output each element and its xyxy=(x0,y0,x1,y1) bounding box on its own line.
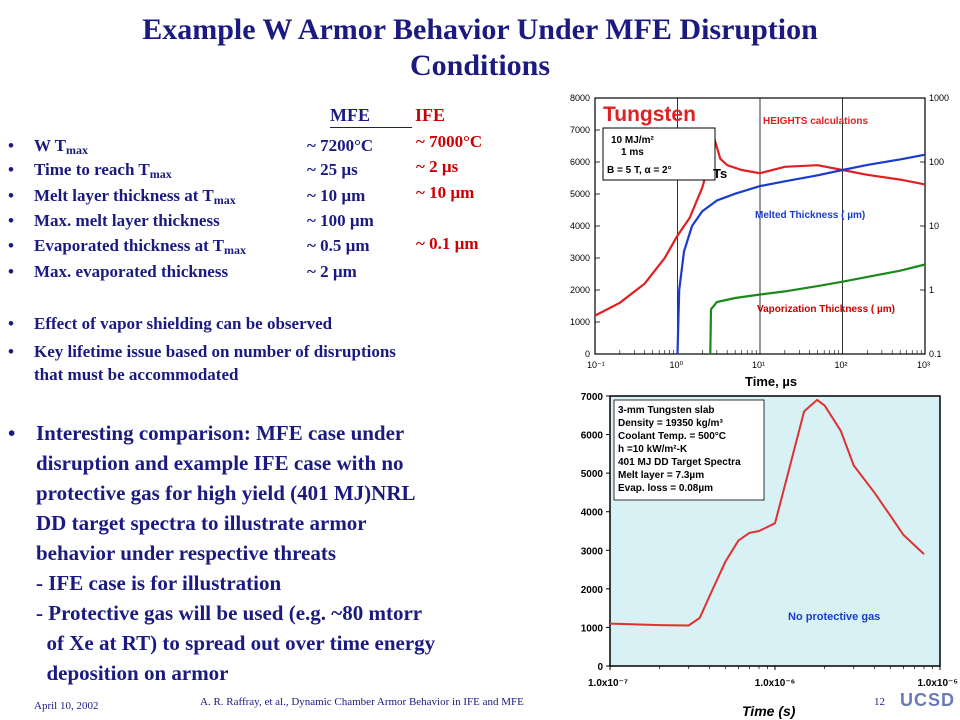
bullet-comparison: • Interesting comparison: MFE case under disruption and example IFE case with no protective gas for high yield (401 MJ)NRL DD target spectra to illustrate armor behavior under respective threats - IFE case is for illustration - Protective gas will be used (e.g. ~80 mtorr of Xe at RT) to spread out over time energy deposition on armor xyxy=(36,418,506,688)
chart1-x-tick-label: 10³ xyxy=(917,360,931,370)
chart1-x-tick-label: 10² xyxy=(834,360,848,370)
comparison-line: behavior under respective threats xyxy=(36,541,337,565)
chart2-legend-line: h =10 kW/m²-K xyxy=(618,444,688,455)
ife-temperature-chart xyxy=(560,390,960,720)
chart2-legend-line: 3-mm Tungsten slab xyxy=(618,405,715,416)
chart2-x-tick-label: 1.0x10⁻⁵ xyxy=(917,678,958,689)
chart1-ts-label: Ts xyxy=(713,166,728,181)
chart2-y-tick-label: 0 xyxy=(597,662,603,673)
ife-value-evaporated: ~ 0.1 µm xyxy=(416,234,479,253)
chart1-condition: B = 5 T, α = 2° xyxy=(607,165,672,176)
chart1-y-tick-label: 4000 xyxy=(569,221,590,231)
chart2-legend-line: Density = 19350 kg/m³ xyxy=(618,418,723,429)
chart1-melted-label: Melted Thickness ( µm) xyxy=(755,210,866,221)
chart1-y-tick-label: 5000 xyxy=(569,189,590,199)
chart1-condition: 1 ms xyxy=(621,147,644,158)
comparison-line: of Xe at RT) to spread out over time energy xyxy=(36,631,436,655)
chart2-xlabel: Time (s) xyxy=(742,703,796,719)
chart2-legend-line: Evap. loss = 0.08µm xyxy=(618,483,713,494)
chart2-y-tick-label: 3000 xyxy=(580,546,603,558)
ife-value-time: ~ 2 µs xyxy=(416,157,459,176)
chart2-annotation: No protective gas xyxy=(788,611,881,623)
chart1-x-tick-label: 10¹ xyxy=(752,360,766,370)
ife-value-tmax: ~ 7000°C xyxy=(416,132,483,151)
row-w-tmax: • W $T_{max}$ ~ 7200°C xyxy=(8,136,374,157)
chart1-y2-tick-label: 100 xyxy=(929,157,945,167)
comparison-line: deposition on armor xyxy=(36,661,229,685)
bullet-vapor-shielding: • Effect of vapor shielding can be observed xyxy=(8,314,333,333)
chart1-note: HEIGHTS calculations xyxy=(763,116,869,127)
row-melt-layer-tmax: • Melt layer thickness at $T_{max}$ ~ 10 µm xyxy=(8,186,366,207)
chart1-y-tick-label: 8000 xyxy=(569,93,590,103)
bullet-lifetime: • Key lifetime issue based on number of disruptions that must be accommodated xyxy=(8,342,396,384)
chart2-x-tick-label: 1.0x10⁻⁷ xyxy=(588,678,628,689)
comparison-line: - IFE case is for illustration xyxy=(36,571,282,595)
chart1-y-tick-label: 0 xyxy=(584,349,590,359)
col-header-underline xyxy=(330,127,412,128)
title-line-1: Example W Armor Behavior Under MFE Disruption xyxy=(142,13,818,46)
chart1-title: Tungsten xyxy=(603,103,696,126)
chart2-x-tick-label: 1.0x10⁻⁶ xyxy=(754,678,796,689)
comparison-line: protective gas for high yield (401 MJ)NRL xyxy=(36,481,416,505)
chart2-legend-line: 401 MJ DD Target Spectra xyxy=(618,457,741,468)
col-header-ife: IFE xyxy=(415,105,446,125)
chart2-y-tick-label: 4000 xyxy=(580,507,603,519)
chart1-xlabel: Time, µs xyxy=(745,374,798,389)
footer-credit: A. R. Raffray, et al., Dynamic Chamber Armor Behavior in IFE and MFE xyxy=(200,696,524,708)
heights-tungsten-chart xyxy=(545,88,960,393)
chart1-y-tick-label: 6000 xyxy=(569,157,590,167)
chart1-y2-tick-label: 1000 xyxy=(929,93,950,103)
ucsd-logo: UCSD xyxy=(900,690,956,710)
chart1-y2-tick-label: 10 xyxy=(929,221,940,231)
chart2-legend-line: Melt layer = 7.3µm xyxy=(618,470,705,481)
chart2-legend-line: Coolant Temp. = 500°C xyxy=(618,431,727,442)
chart1-y-tick-label: 1000 xyxy=(569,317,590,327)
footer-date: April 10, 2002 xyxy=(34,700,99,712)
comparison-line: - Protective gas will be used (e.g. ~80 mtorr xyxy=(36,601,423,625)
row-time-to-tmax: • Time to reach $T_{max}$ ~ 25 µs xyxy=(8,160,358,181)
chart1-x-tick-label: 10⁻¹ xyxy=(587,360,605,370)
comparison-line: Interesting comparison: MFE case under xyxy=(36,421,405,445)
slide-title xyxy=(0,12,960,84)
chart2-y-tick-label: 7000 xyxy=(580,392,603,403)
chart1-vaporization-label: Vaporization Thickness ( µm) xyxy=(757,304,896,315)
chart1-y2-tick-label: 0.1 xyxy=(929,349,942,359)
chart2-y-tick-label: 2000 xyxy=(580,584,603,596)
chart1-y2-tick-label: 1 xyxy=(929,285,935,295)
row-evaporated-tmax: • Evaporated thickness at $T_{max}$ ~ 0.5 µm xyxy=(8,236,370,257)
chart1-y-tick-label: 2000 xyxy=(569,285,590,295)
chart1-condition: 10 MJ/m² xyxy=(611,135,654,146)
chart2-y-tick-label: 5000 xyxy=(580,469,603,481)
chart2-y-tick-label: 6000 xyxy=(580,430,603,442)
chart1-x-tick-label: 10⁰ xyxy=(669,360,684,370)
title-line-2: Conditions xyxy=(409,49,551,82)
col-header-mfe: MFE xyxy=(330,105,370,125)
chart2-y-tick-label: 1000 xyxy=(580,623,603,635)
row-max-evaporated: • Max. evaporated thickness ~ 2 µm xyxy=(8,262,357,281)
chart1-y-tick-label: 3000 xyxy=(569,253,590,263)
chart1-y-tick-label: 7000 xyxy=(569,125,590,135)
ife-value-melt: ~ 10 µm xyxy=(416,183,475,202)
comparison-line: DD target spectra to illustrate armor xyxy=(36,511,367,535)
comparison-line: disruption and example IFE case with no xyxy=(36,451,404,475)
row-max-melt: • Max. melt layer thickness ~ 100 µm xyxy=(8,211,374,230)
page-number: 12 xyxy=(874,696,885,708)
